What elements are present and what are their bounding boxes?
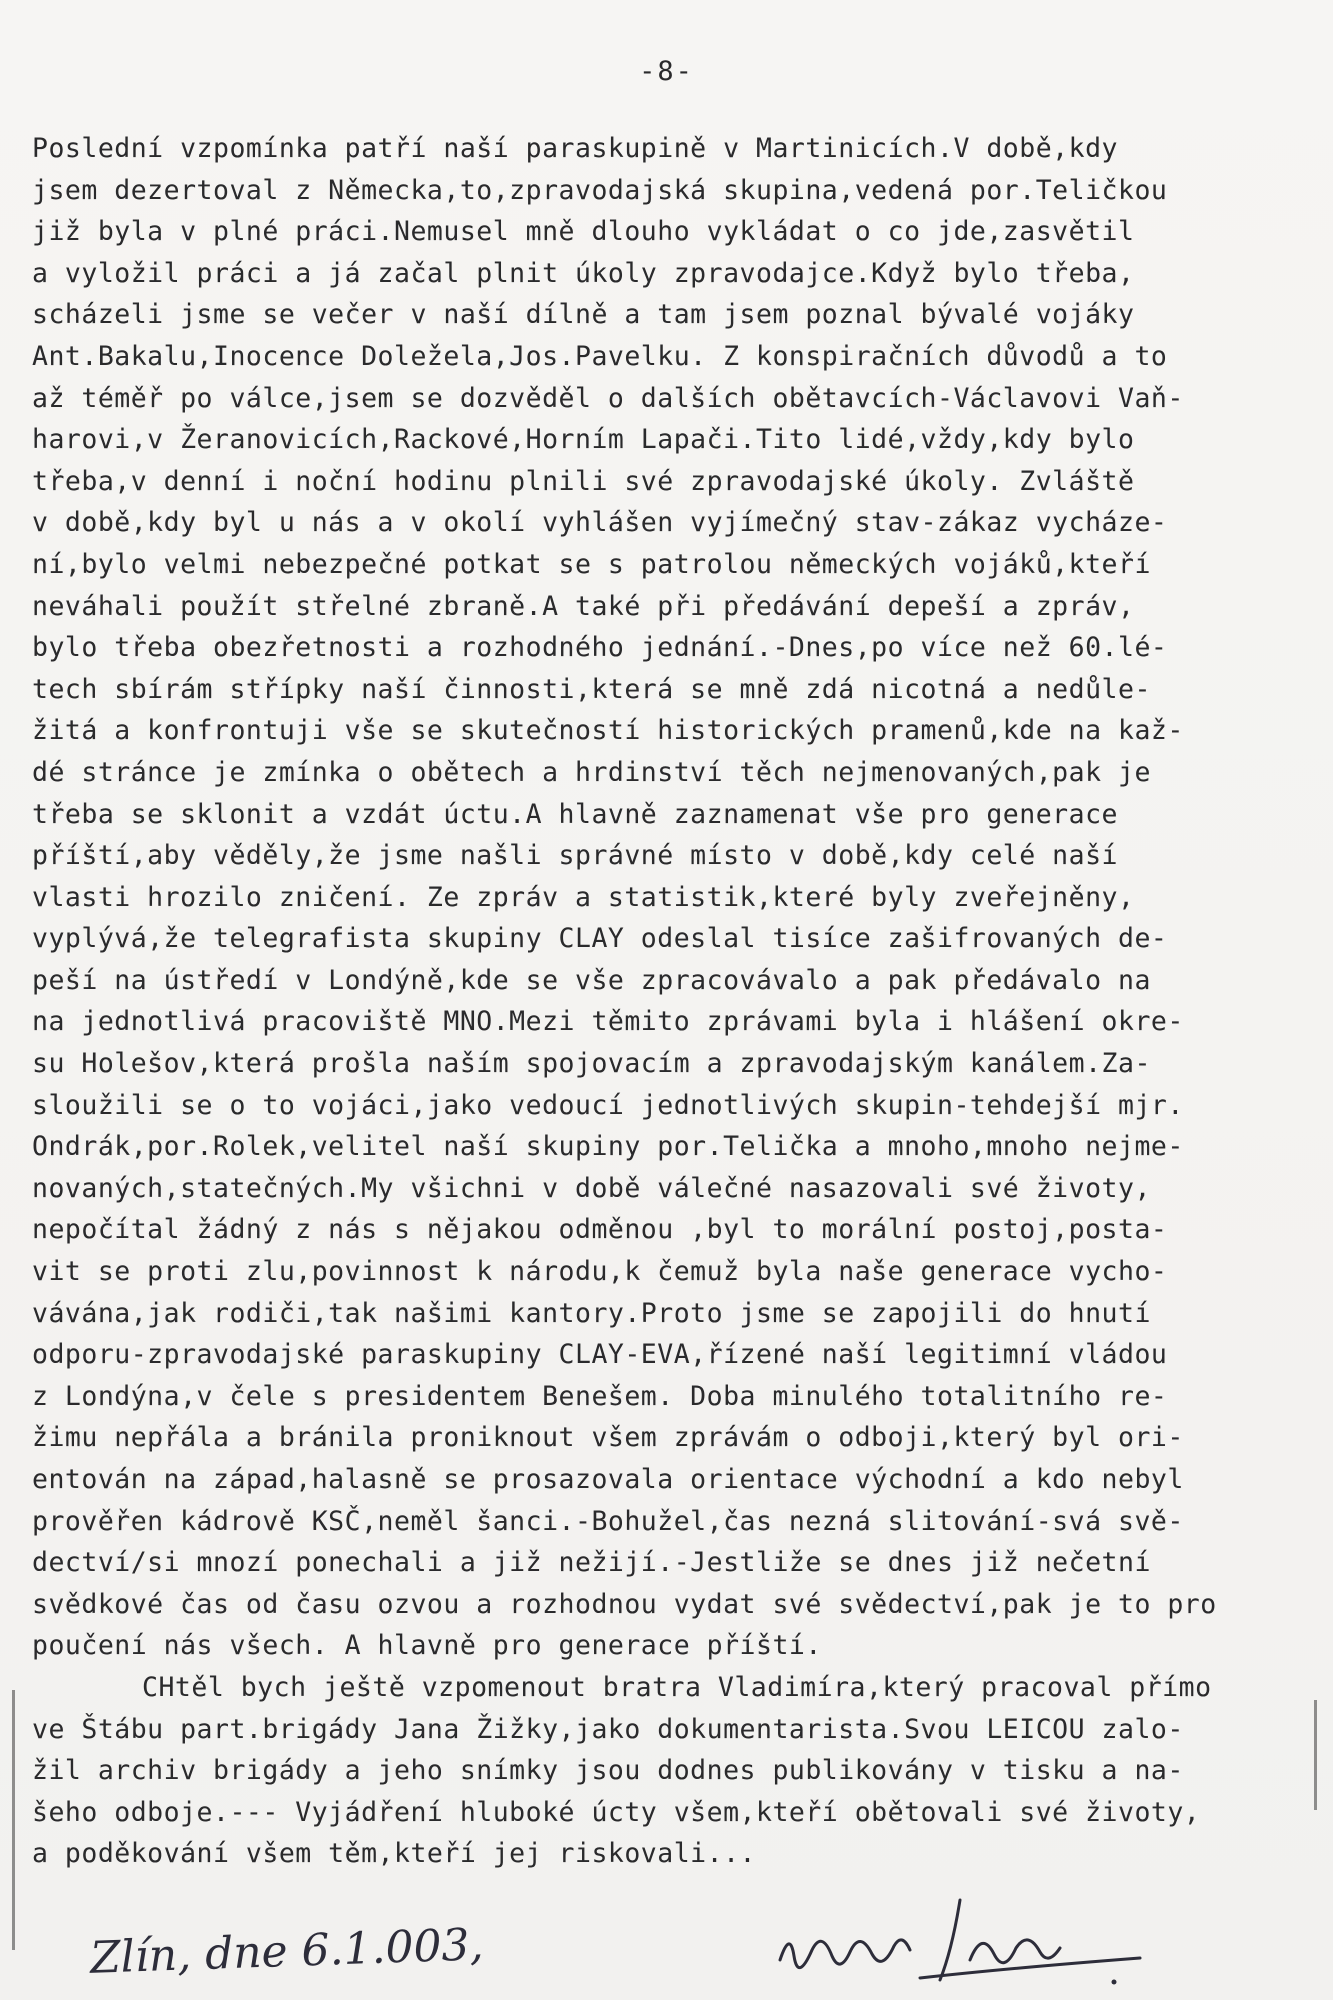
text-line: odporu-zpravodajské paraskupiny CLAY-EVA,řízené naší legitimní vládou bbox=[32, 1339, 1168, 1371]
text-line: poučení nás všech. A hlavně pro generace příští. bbox=[32, 1630, 822, 1662]
text-line: ve Štábu part.brigády Jana Žižky,jako dokumentarista.Svou LEICOU zalo- bbox=[32, 1713, 1184, 1745]
text-line: entován na západ,halasně se prosazovala orientace východní a kdo nebyl bbox=[32, 1464, 1184, 1495]
text-line: žil archiv brigády a jeho snímky jsou dodnes publikovány v tisku a na- bbox=[32, 1755, 1184, 1787]
text-line: příští,aby věděly,že jsme našli správné místo v době,kdy celé naší bbox=[32, 840, 1118, 872]
text-line: novaných,statečných.My všichni v době válečné nasazovali své životy, bbox=[32, 1172, 1151, 1204]
signature-row bbox=[0, 1920, 1333, 2000]
margin-mark bbox=[12, 1690, 15, 1950]
text-line: dectví/si mnozí ponechali a již nežijí.-Jestliže se dnes již nečetní bbox=[32, 1547, 1151, 1579]
text-line: šeho odboje.--- Vyjádření hluboké úcty všem,kteří obětovali své životy, bbox=[32, 1796, 1201, 1828]
text-line: a poděkování všem těm,kteří jej riskovali... bbox=[32, 1838, 756, 1870]
text-line: jsem dezertoval z Německa,to,zpravodajská skupina,vedená por.Teličkou bbox=[32, 174, 1168, 206]
text-line: nepočítal žádný z nás s nějakou odměnou ,byl to morální postoj,posta- bbox=[32, 1214, 1168, 1246]
text-line: ní,bylo velmi nebezpečné potkat se s patrolou německých vojáků,kteří bbox=[32, 548, 1151, 580]
text-line: Ant.Bakalu,Inocence Doležela,Jos.Pavelku. Z konspiračních důvodů a to bbox=[32, 340, 1168, 372]
text-line: žimu nepřála a bránila proniknout všem zprávám o odboji,který byl ori- bbox=[32, 1422, 1184, 1454]
text-line: Ondrák,por.Rolek,velitel naší skupiny por.Telička a mnoho,mnoho nejme- bbox=[32, 1131, 1184, 1163]
text-line: až téměř po válce,jsem se dozvěděl o dalších obětavcích-Václavovi Vaň- bbox=[32, 382, 1184, 414]
text-line: třeba se sklonit a vzdát úctu.A hlavně zaznamenat vše pro generace bbox=[32, 798, 1118, 830]
text-line: harovi,v Žeranovicích,Rackové,Horním Lapači.Tito lidé,vždy,kdy bylo bbox=[32, 424, 1135, 456]
text-line: žitá a konfrontuji vše se skutečností historických pramenů,kde na kaž- bbox=[32, 715, 1184, 747]
text-line: scházeli jsme se večer v naší dílně a tam jsem poznal bývalé vojáky bbox=[32, 299, 1135, 331]
text-line: su Holešov,která prošla naším spojovacím a zpravodajským kanálem.Za- bbox=[32, 1048, 1151, 1080]
text-line: Poslední vzpomínka patří naší paraskupině v Martinicích.V době,kdy bbox=[32, 133, 1118, 164]
text-line: dé stránce je zmínka o obětech a hrdinství těch nejmenovaných,pak je bbox=[32, 756, 1151, 788]
text-line: sloužili se o to vojáci,jako vedoucí jednotlivých skupin-tehdejší mjr. bbox=[32, 1089, 1184, 1121]
letter-body bbox=[32, 128, 1322, 1875]
text-line: na jednotlivá pracoviště MNO.Mezi těmito zprávami byla i hlášení okre- bbox=[32, 1006, 1184, 1038]
text-line: vit se proti zlu,povinnost k národu,k čemuž byla naše generace vycho- bbox=[32, 1256, 1168, 1288]
text-line: vlasti hrozilo zničení. Ze zpráv a statistik,které byly zveřejněny, bbox=[32, 881, 1135, 913]
text-line: tech sbírám střípky naší činnosti,která se mně zdá nicotná a nedůle- bbox=[32, 673, 1151, 705]
place-date: Zlín, dne 6.1.003, bbox=[89, 1919, 485, 1984]
page-number: -8- bbox=[639, 56, 694, 87]
text-line: vyplývá,že telegrafista skupiny CLAY odeslal tisíce zašifrovaných de- bbox=[32, 923, 1168, 955]
text-line: peší na ústředí v Londýně,kde se vše zpracovávalo a pak předávalo na bbox=[32, 964, 1151, 996]
text-line: v době,kdy byl u nás a v okolí vyhlášen vyjímečný stav-zákaz vycháze- bbox=[32, 507, 1168, 539]
handwritten-signature bbox=[770, 1890, 1150, 2000]
text-line: třeba,v denní i noční hodinu plnili své zpravodajské úkoly. Zvláště bbox=[32, 465, 1135, 497]
text-line: CHtěl bych ještě vzpomenout bratra Vladimíra,který pracoval přímo bbox=[142, 1671, 1212, 1703]
text-line: bylo třeba obezřetnosti a rozhodného jednání.-Dnes,po více než 60.lé- bbox=[32, 632, 1168, 664]
text-line: a vyložil práci a já začal plnit úkoly zpravodajce.Když bylo třeba, bbox=[32, 257, 1135, 289]
text-line: vávána,jak rodiči,tak našimi kantory.Proto jsme se zapojili do hnutí bbox=[32, 1297, 1151, 1329]
text-line: z Londýna,v čele s presidentem Benešem. Doba minulého totalitního re- bbox=[32, 1380, 1168, 1412]
margin-mark bbox=[1314, 1700, 1317, 1810]
text-line: již byla v plné práci.Nemusel mně dlouho vykládat o co jde,zasvětil bbox=[32, 216, 1135, 248]
text-line: neváhali použít střelné zbraně.A také při předávání depeší a zpráv, bbox=[32, 590, 1135, 622]
text-line: prověřen kádrově KSČ,neměl šanci.-Bohužel,čas nezná slitování-svá svě- bbox=[32, 1505, 1184, 1537]
text-line: svědkové čas od času ozvou a rozhodnou vydat své svědectví,pak je to pro bbox=[32, 1588, 1217, 1620]
